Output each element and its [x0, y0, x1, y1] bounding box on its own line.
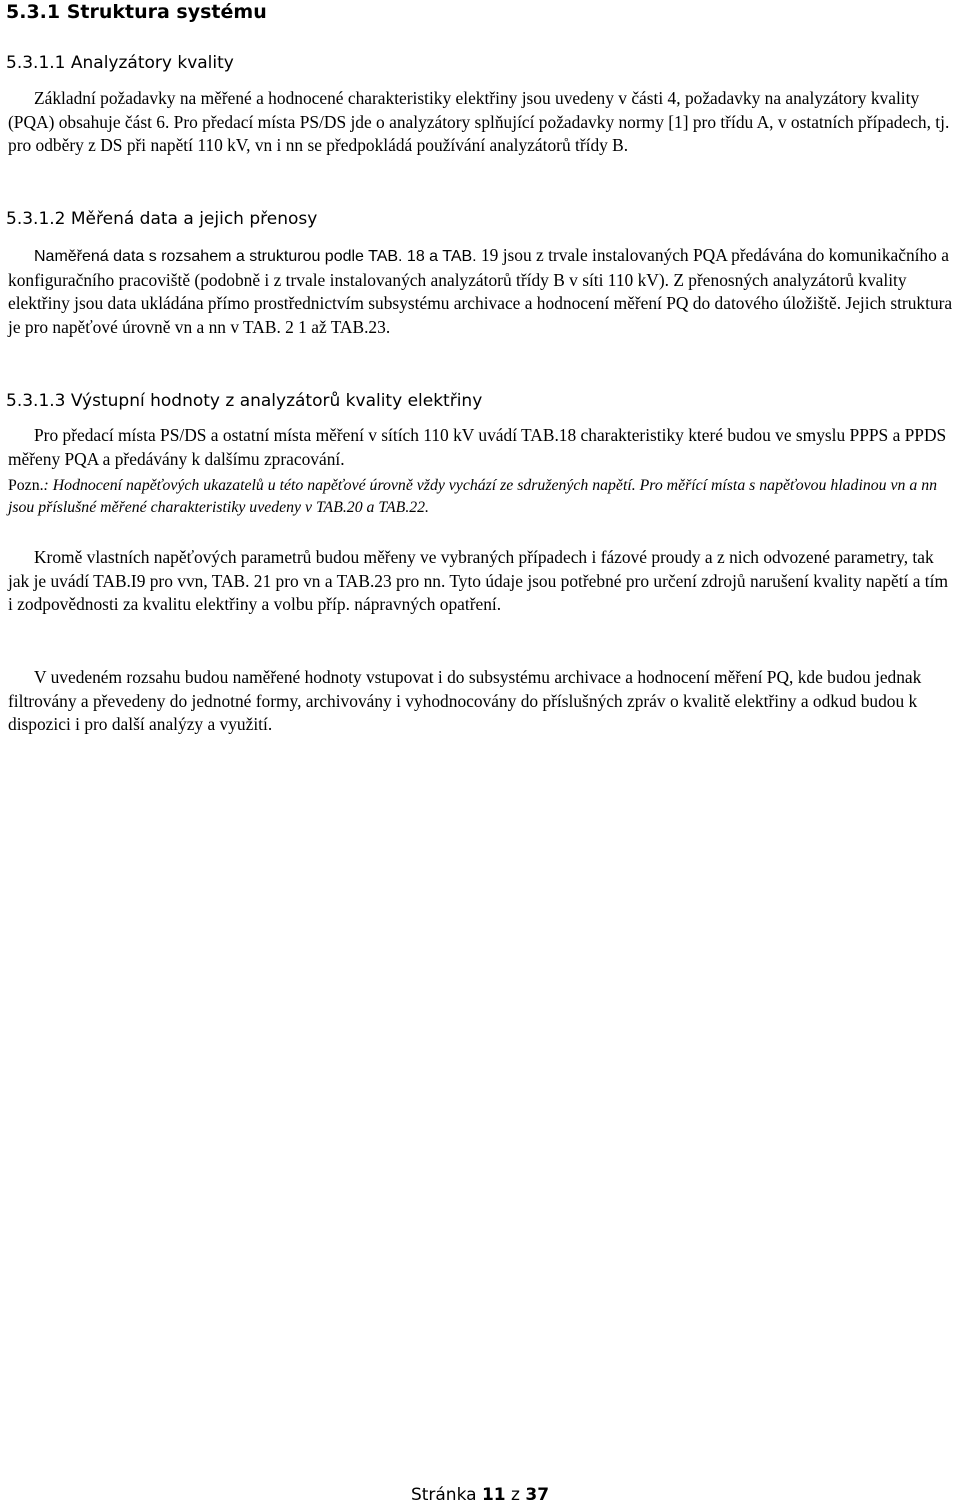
paragraph-analyzers: [8, 87, 956, 158]
paragraph-analyzers-text: Základní požadavky na měřené a hodnocené charakteristiky elektřiny jsou uvedeny v části 4, požadavky na analyzátory kvality (PQA) obsahuje část 6. Pro předací místa PS/DS jde o analyzátory splňující požadavky normy [1] pro třídu A, v ostatních případech, tj. pro odběry z DS při napětí 110 kV, vn i nn se předpokládá používání analyzátorů třídy B.: [8, 88, 950, 156]
paragraph-output-values-text: Pro předací místa PS/DS a ostatní místa měření v sítích 110 kV uvádí TAB.18 charakteristiky které budou ve smyslu PPPS a PPDS měřeny PQA a předávány k dalšímu zpracování.: [8, 425, 947, 469]
paragraph-archiving: [8, 666, 956, 737]
note-paragraph: [8, 475, 956, 519]
paragraph-data-transfer-text: 19 jsou z trvale instalovaných PQA předávána do komunikačního a konfiguračního pracoviště (podobně i z trvale instalovaných analyzátorů třídy B v síti 110 kV). Z přenosných analyzátorů kvality elektřiny jsou data ukládána přímo prostřednictvím subsystému archivace a hodnocení měření PQ do datového úložiště. Jejich struktura je pro napěťové úrovně vn a nn v TAB. 2 1 až TAB.23.: [8, 245, 953, 337]
footer-prefix: Stránka: [410, 1485, 477, 1505]
paragraph-data-transfer: [8, 244, 956, 339]
note-lead: Pozn.: [8, 477, 44, 494]
page-footer: [0, 1484, 960, 1506]
paragraph-output-values: [8, 424, 956, 471]
section-heading: 5.3.1 Struktura systému: [6, 1, 267, 23]
subsection-heading-output-values: 5.3.1.3 Výstupní hodnoty z analyzátorů kvality elektřiny: [6, 391, 483, 411]
subsection-heading-data-transfer: 5.3.1.2 Měřená data a jejich přenosy: [6, 209, 318, 229]
paragraph-currents: [8, 546, 956, 617]
note-text: : Hodnocení napěťových ukazatelů u této napěťové úrovně vždy vychází ze sdružených napětí. Pro měřící místa s napěťovou hladinou vn a nn jsou příslušné měřené charakteristiky uvedeny v TAB.20 a TAB.22.: [8, 477, 937, 516]
footer-total-pages: 37: [525, 1485, 550, 1505]
paragraph-archiving-text: V uvedeném rozsahu budou naměřené hodnoty vstupovat i do subsystému archivace a hodnocení měření PQ, kde budou jednak filtrovány a převedeny do jednotné formy, archivovány i vyhodnocovány do příslušných zpráv o kvalitě elektřiny a odkud budou k dispozici i pro další analýzy a využití.: [8, 667, 922, 735]
footer-separator: z: [511, 1485, 520, 1505]
paragraph-currents-text: Kromě vlastních napěťových parametrů budou měřeny ve vybraných případech i fázové proudy a z nich odvozené parametry, tak jak je uvádí TAB.I9 pro vvn, TAB. 21 pro vn a TAB.23 pro nn. Tyto údaje jsou potřebné pro určení zdrojů narušení kvality napětí a tím i zodpovědnosti za kvalitu elektřiny a volbu příp. nápravných opatření.: [8, 547, 948, 615]
footer-page-number: 11: [481, 1485, 506, 1505]
subsection-heading-analyzers: 5.3.1.1 Analyzátory kvality: [6, 53, 234, 73]
paragraph-data-transfer-lead: Naměřená data s rozsahem a strukturou podle TAB. 18 a TAB.: [34, 248, 477, 265]
